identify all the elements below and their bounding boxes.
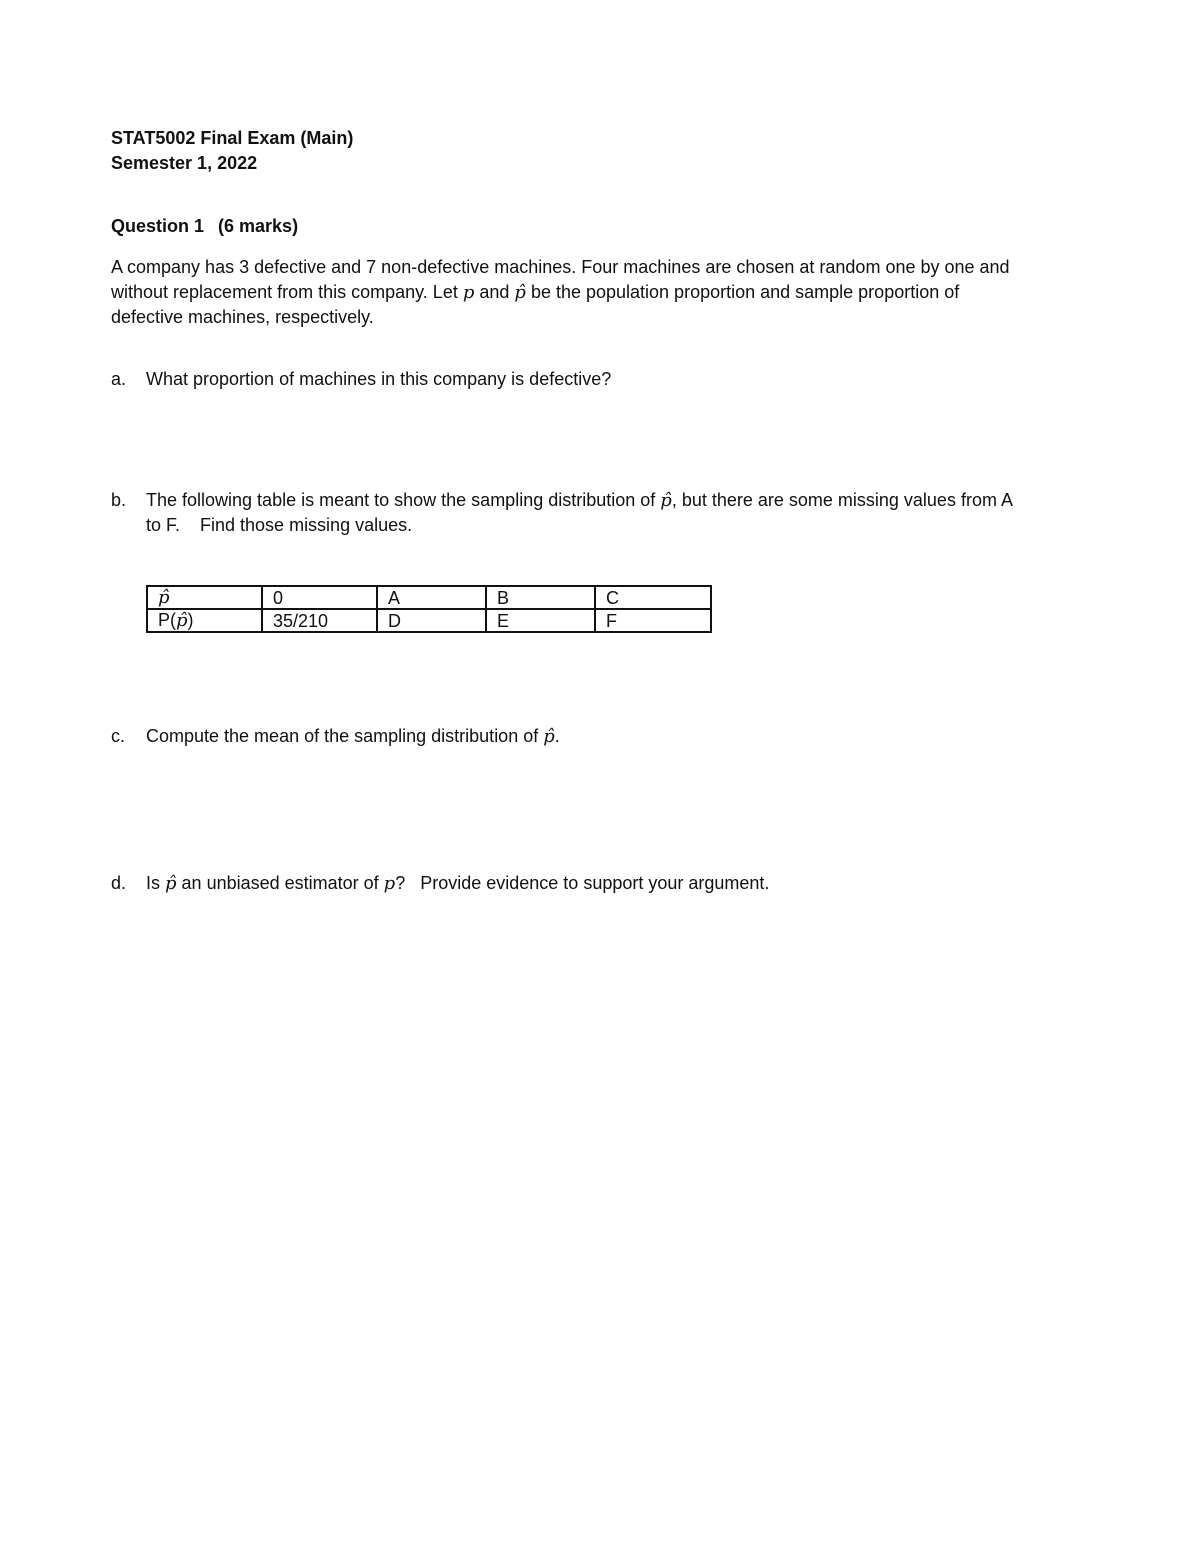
- part-d-text: [146, 871, 1106, 896]
- math-p: p: [462, 282, 475, 303]
- table-cell: [147, 586, 262, 609]
- part-d-text-segment: Is: [146, 873, 166, 893]
- table-cell: E: [486, 609, 595, 632]
- part-b-line-1: [146, 488, 1106, 513]
- intro-text: be the population proportion and sample proportion of: [525, 282, 960, 302]
- math-p-hat: p̂: [165, 873, 177, 894]
- intro-text: and: [474, 282, 515, 302]
- part-c-text-segment: Compute the mean of the sampling distribution of: [146, 726, 544, 746]
- table-cell: 35/210: [262, 609, 377, 632]
- part-b-line-2: to F. Find those missing values.: [146, 515, 413, 535]
- table-cell: F: [595, 609, 711, 632]
- table-cell: D: [377, 609, 486, 632]
- math-p-hat: p̂: [514, 282, 526, 303]
- table-cell: A: [377, 586, 486, 609]
- intro-line-1: A company has 3 defective and 7 non-defective machines. Four machines are chosen at random one by one and: [111, 257, 1010, 277]
- part-b-text: [146, 488, 1106, 538]
- part-c-text-segment: .: [554, 726, 560, 746]
- intro-text: without replacement from this company. Let: [111, 282, 463, 302]
- math-p-hat: p̂: [158, 587, 170, 608]
- part-a-text: What proportion of machines in this company is defective?: [146, 369, 612, 389]
- part-b-label: b.: [111, 490, 127, 510]
- math-p-hat: p̂: [660, 490, 672, 511]
- table-cell: C: [595, 586, 711, 609]
- question-marks: (6 marks): [218, 216, 299, 236]
- table-row: [147, 586, 711, 609]
- question-heading: [111, 214, 298, 238]
- table-row: [147, 609, 711, 632]
- intro-line-3: defective machines, respectively.: [111, 307, 374, 327]
- table-cell: B: [486, 586, 595, 609]
- exam-title: STAT5002 Final Exam (Main): [111, 128, 354, 148]
- question-intro: [111, 255, 1111, 330]
- math-p-hat: p̂: [176, 610, 188, 631]
- table-cell: [147, 609, 262, 632]
- sampling-distribution-table: [146, 585, 712, 633]
- part-d-text-segment: an unbiased estimator of: [176, 873, 384, 893]
- part-b-text-segment: , but there are some missing values from A: [671, 490, 1013, 510]
- part-c-label: c.: [111, 726, 126, 746]
- table-cell: 0: [262, 586, 377, 609]
- intro-line-2: [111, 280, 1111, 305]
- part-d-text-segment: ? Provide evidence to support your argument.: [395, 873, 770, 893]
- math-p-hat: p̂: [543, 726, 555, 747]
- exam-semester: Semester 1, 2022: [111, 153, 258, 173]
- part-b-text-segment: The following table is meant to show the sampling distribution of: [146, 490, 661, 510]
- cell-text: ): [187, 610, 194, 630]
- cell-text: P(: [158, 610, 176, 630]
- math-p: p: [383, 873, 396, 894]
- part-a-label: a.: [111, 369, 127, 389]
- question-label: Question 1: [111, 216, 205, 236]
- part-c-text: [146, 724, 1106, 749]
- part-d-label: d.: [111, 873, 127, 893]
